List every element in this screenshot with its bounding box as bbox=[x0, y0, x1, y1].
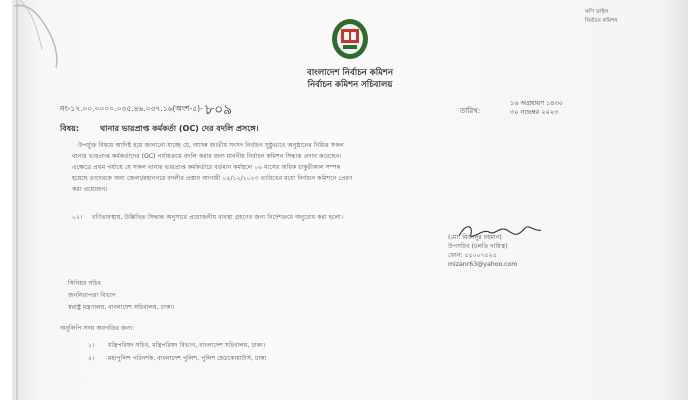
copy-item-number: ২। bbox=[88, 355, 95, 362]
signatory-title: উপসচিব (চলতি দায়িত্ব) bbox=[448, 243, 508, 250]
scan-margin-left bbox=[0, 0, 12, 400]
copy-item-number: ১। bbox=[88, 342, 95, 349]
memo-sheet-number: ৮০৯ bbox=[205, 102, 233, 118]
body-line: থানার ভারপ্রাপ্ত কর্মকর্তাদের (OC) পর্যায়ক্রমে বদলি করার জন্য মাননীয় নির্বাচন কমিশন সিদ্ধান্ত প্রদান করেছেন। bbox=[72, 153, 342, 160]
paragraph-number: ০২। bbox=[72, 214, 83, 221]
memo-number: নং-১৭.০০.০০০০.০৩৫.৪৬.০৩৭.১৬(অংশ-৫)- bbox=[60, 104, 203, 113]
recipient-line: জননিরাপত্তা বিভাগ bbox=[68, 292, 116, 299]
body-line: হয়েছে তাদেরকে অন্য জেলা/মহানগরে বদলীর প্রস্তাব আগামী ০৫/১২/২০২৩ তারিখের মধ্যে নির্বাচন কমিশনে প্রেরণ bbox=[72, 175, 353, 182]
date-bangla: ১৬ অগ্রহায়ণ ১৪৩০ bbox=[510, 99, 564, 107]
stamp-line-1: কপি ফাইল bbox=[585, 9, 609, 15]
subject-text: থানার ভারপ্রাপ্ত কর্মকর্তা (OC) দের বদলি প্রসঙ্গে। bbox=[100, 124, 259, 133]
org-name: বাংলাদেশ নির্বাচন কমিশন bbox=[306, 68, 394, 78]
copy-heading: অনুলিপি সদয় অবগতির জন্য: bbox=[60, 325, 135, 332]
body-line: এক্ষেত্রে প্রথম পর্যায়ে যে সকল থানার ভারপ্রাপ্ত কর্মকর্তারে বর্তমান কর্মস্থলে ০৬ মাসের অধিক চাকুরীকাল সম্পন্ন bbox=[72, 164, 341, 171]
signature-block bbox=[448, 233, 598, 269]
date-english: ৩০ নভেম্বর ২০২৩ bbox=[510, 108, 559, 116]
subject-label: বিষয়: bbox=[60, 124, 80, 133]
stamp-line-2: নির্বাচন কমিশন bbox=[585, 18, 618, 24]
body-line: বর্ণিতাবস্থায়, উল্লিখিত সিদ্ধান্ত অনুসারে প্রয়োজনীয় ব্যবস্থা গ্রহণের জন্য নির্দেশক্রমে অনুরোধ করা হলো। bbox=[92, 214, 344, 221]
treasury-tag-string bbox=[12, 0, 72, 80]
recipient-line: সিনিয়র সচিব bbox=[68, 280, 101, 287]
body-line: করা প্রয়োজন। bbox=[72, 186, 108, 193]
body-line: উপর্যুক্ত বিষয়ে আদিষ্ট হয়ে জানানো যাচ্ছে যে, আসন্ন জাতীয় সংসদ নির্বাচন সুষ্ঠুভাবে অনুষ্ঠানের নিমিত্ত সকল bbox=[78, 142, 344, 149]
signatory-email: mizanr63@yahoo.com bbox=[448, 261, 518, 268]
copy-item: মন্ত্রিপরিষদ সচিব, মন্ত্রিপরিষদ বিভাগ, বাংলাদেশ সচিবালয়, ঢাকা। bbox=[108, 342, 266, 349]
copy-item: মহাপুলিশ পরিদর্শক, বাংলাদেশ পুলিশ, পুলিশ হেডকোয়ার্টার্স, ঢাকা bbox=[108, 355, 267, 362]
date-label: তারিখ: bbox=[460, 107, 481, 115]
scan-margin-right bbox=[688, 0, 700, 400]
recipient-line: স্বরাষ্ট্র মন্ত্রণালয়, বাংলাদেশ সচিবালয়, ঢাকা। bbox=[68, 304, 175, 311]
signatory-phone: ফোন: ৫৫০০৭৫২৫ bbox=[448, 252, 497, 259]
signatory-name: (মো: মিজানুর রহমান) bbox=[448, 234, 502, 241]
election-commission-emblem-icon bbox=[285, 14, 415, 64]
file-copy-stamp bbox=[585, 8, 675, 26]
org-subtitle: নির্বাচন কমিশন সচিবালয় bbox=[307, 80, 393, 90]
